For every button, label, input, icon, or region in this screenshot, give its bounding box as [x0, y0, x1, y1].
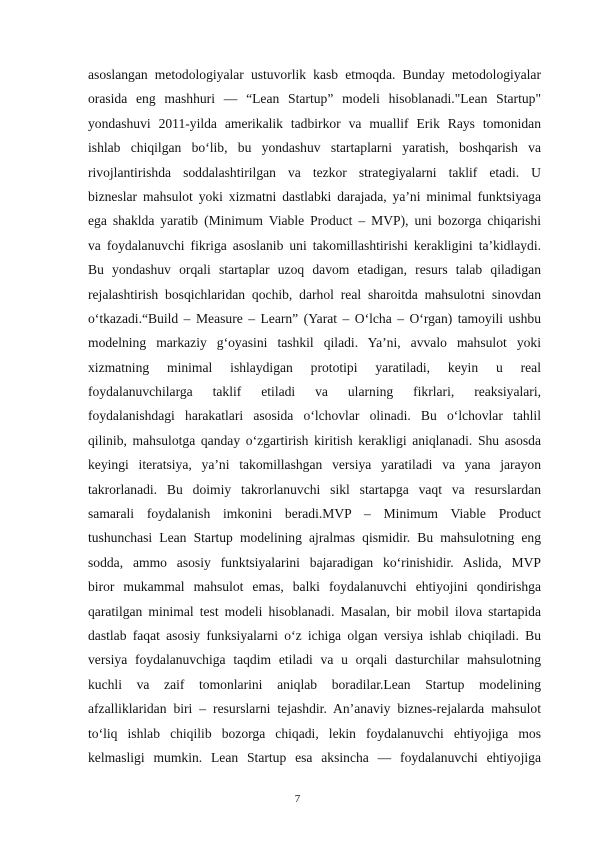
text-line: va foydalanuvchi fikriga asoslanib uni takomillashtirishi kerakligini ta’kidlaydi.	[88, 237, 541, 253]
text-line: xizmatning minimal ishlaydigan prototipi yaratiladi, keyin u real	[88, 359, 541, 375]
text-line: modelning markaziy g‘oyasini tashkil qiladi. Ya’ni, avvalo mahsulot yoki	[88, 335, 541, 351]
text-line: versiya foydalanuvchiga taqdim etiladi va u orqali dasturchilar mahsulotning	[88, 652, 541, 668]
text-line: foydalanuvchilarga taklif etiladi va ularning fikrlari, reaksiyalari,	[88, 384, 541, 400]
body-text	[88, 63, 541, 770]
text-line: sodda, ammo asosiy funktsiyalarini bajaradigan ko‘rinishidir. Aslida, MVP	[88, 554, 541, 570]
text-line: qilinib, mahsulotga qanday o‘zgartirish kiritish kerakligi aniqlanadi. Shu asosda	[88, 432, 541, 448]
text-line: kuchli va zaif tomonlarini aniqlab boradilar.Lean Startup modelining	[88, 676, 541, 692]
text-line: afzalliklaridan biri – resurslarni tejashdir. An’anaviy biznes-rejalarda mahsulot	[88, 701, 541, 717]
text-line: takrorlanadi. Bu doimiy takrorlanuvchi sikl startapga vaqt va resurslardan	[88, 481, 541, 497]
text-line: samarali foydalanish imkonini beradi.MVP – Minimum Viable Product	[88, 506, 541, 522]
text-line: Bu yondashuv orqali startaplar uzoq davom etadigan, resurs talab qiladigan	[88, 262, 541, 278]
text-line: asoslangan metodologiyalar ustuvorlik kasb etmoqda. Bunday metodologiyalar	[88, 67, 541, 82]
text-line: ega shaklda yaratib (Minimum Viable Product – MVP), uni bozorga chiqarishi	[88, 213, 541, 229]
text-line: tushunchasi Lean Startup modelining ajralmas qismidir. Bu mahsulotning eng	[88, 530, 541, 546]
text-line: o‘tkazadi.“Build – Measure – Learn” (Yarat – O‘lcha – O‘rgan) tamoyili ushbu	[88, 310, 541, 326]
text-line: kelmasligi mumkin. Lean Startup esa aksincha — foydalanuvchi ehtiyojiga	[88, 749, 541, 765]
text-line: yondashuvi 2011-yilda amerikalik tadbirkor va muallif Erik Rays tomonidan	[88, 115, 541, 131]
page-number: 7	[294, 793, 301, 805]
text-line: keyingi iteratsiya, ya’ni takomillashgan versiya yaratiladi va yana jarayon	[88, 457, 541, 473]
text-line: rejalashtirish bosqichlaridan qochib, darhol real sharoitda mahsulotni sinovdan	[88, 286, 541, 302]
text-line: rivojlantirishda soddalashtirilgan va tezkor strategiyalarni taklif etadi. U	[88, 164, 541, 180]
text-line: bizneslar mahsulot yoki xizmatni dastlabki darajada, ya’ni minimal funktsiyaga	[88, 188, 541, 204]
text-line: orasida eng mashhuri — “Lean Startup” modeli hisoblanadi."Lean Startup"	[88, 91, 541, 107]
text-line: foydalanishdagi harakatlari asosida o‘lchovlar olinadi. Bu o‘lchovlar tahlil	[88, 408, 541, 424]
text-line: ishlab chiqilgan bo‘lib, bu yondashuv startaplarni yaratish, boshqarish va	[88, 140, 541, 156]
text-line: dastlab faqat asosiy funksiyalarni o‘z ichiga olgan versiya ishlab chiqiladi. Bu	[88, 627, 541, 643]
text-line: biror mukammal mahsulot emas, balki foydalanuvchi ehtiyojini qondirishga	[88, 579, 541, 595]
text-line: qaratilgan minimal test modeli hisoblanadi. Masalan, bir mobil ilova startapida	[88, 603, 541, 619]
text-line: to‘liq ishlab chiqilib bozorga chiqadi, lekin foydalanuvchi ehtiyojiga mos	[88, 725, 541, 741]
